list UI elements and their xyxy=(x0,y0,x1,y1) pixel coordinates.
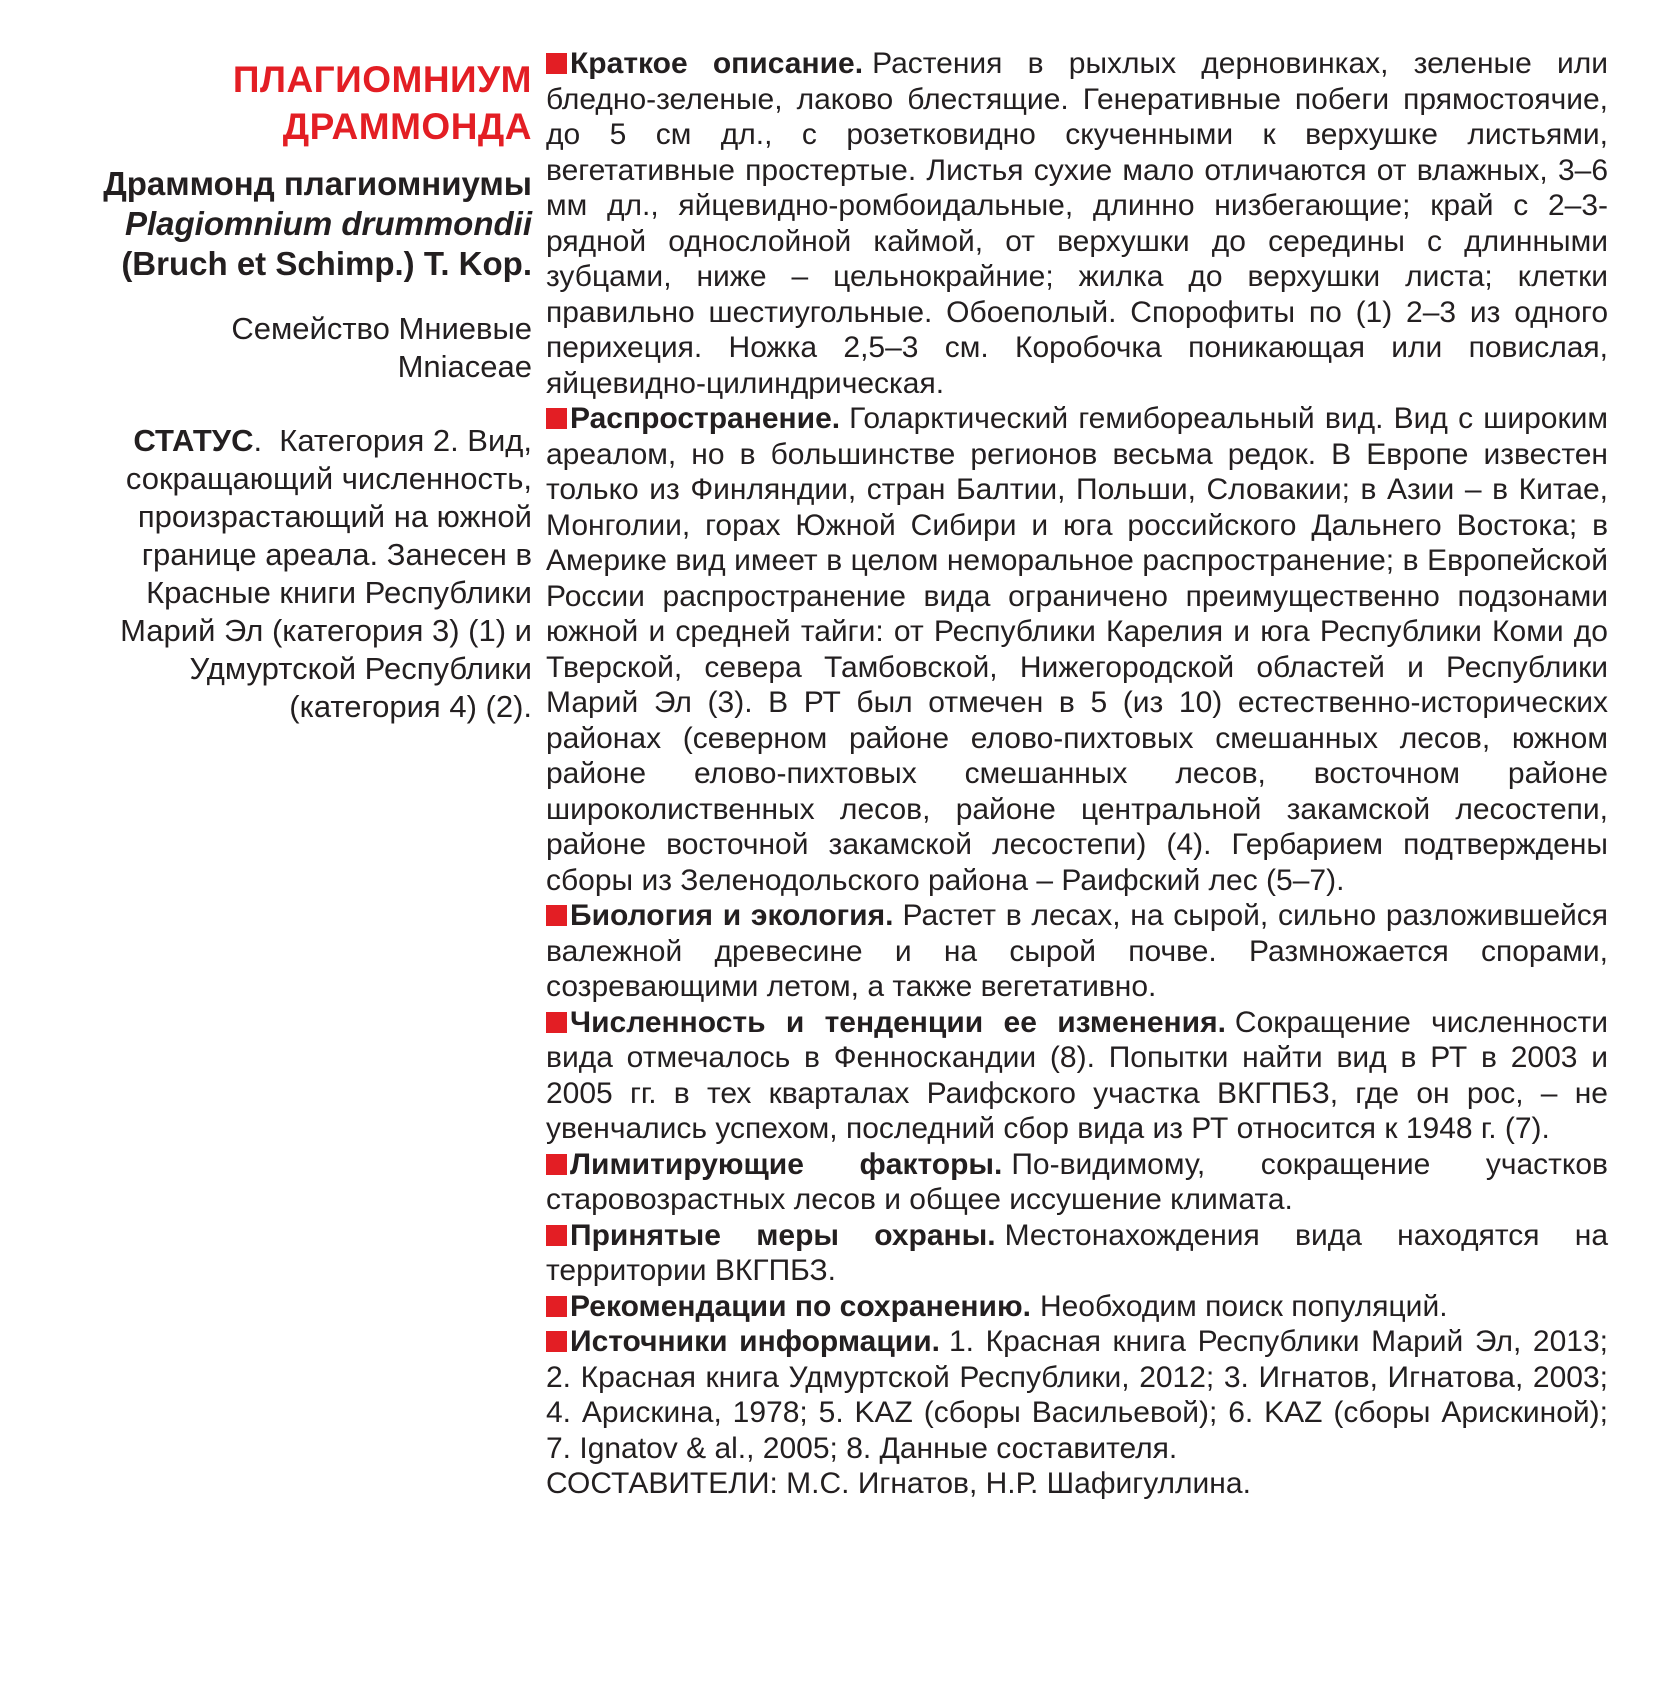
section-population-trends xyxy=(546,1005,1608,1147)
section-information-sources xyxy=(546,1324,1608,1466)
section-biology-ecology xyxy=(546,898,1608,1005)
red-square-bullet-icon xyxy=(546,408,567,429)
section-limiting-factors xyxy=(546,1147,1608,1218)
species-title-line1: ПЛАГИОМНИУМ xyxy=(232,59,532,100)
family-name-ru: Семейство Мниевые xyxy=(231,311,532,346)
red-square-bullet-icon xyxy=(546,1331,567,1352)
section-body: Голарктический гемибореальный вид. Вид с широким ареалом, но в большинстве регионов весьма редок. В Европе известен только из Финляндии, стран Балтии, Польши, Словакии; в Азии – в Китае, Монголии, горах Южной Сибири и юга российского Дальнего Востока; в Америке вид имеет в целом неморальное распространение; в Европейской России распространение вида ограничено преимущественно подзонами южной и средней тайги: от Республики Карелия и юга Республики Коми до Тверской, севера Тамбовской, Нижегородской областей и Республики Марий Эл (3). В РТ был отмечен в 5 (из 10) естественно-исторических районах (северном районе елово-пихтовых смешанных лесов, южном районе елово-пихтовых смешанных лесов, восточном районе широколиственных лесов, районе центральной закамской лесостепи, районе восточной закамской лесостепи) (4). Гербарием подтверждены сборы из Зеленодольского района – Раифский лес (5–7). xyxy=(546,402,1608,897)
species-authority: (Bruch et Schimp.) T. Kop. xyxy=(121,245,532,282)
section-body: 1. Красная книга Республики Марий Эл, 2013; 2. Красная книга Удмуртской Республики, 2012; 3. Игнатов, Игнатова, 2003; 4. Арискина, 1978; 5. KAZ (сборы Васильевой); 6. KAZ (сборы Арискиной); 7. Ignatov & al., 2005; 8. Данные составителя. xyxy=(546,1325,1608,1465)
red-square-bullet-icon xyxy=(546,1154,567,1175)
section-heading: Биология и экология. xyxy=(570,899,894,932)
status-text: . Категория 2. Вид, сокращающий численность, произрастающий на южной границе ареала. Занесен в Красные книги Республики Марий Эл (категория 3) (1) и Удмуртской Республики (категория 4) (2). xyxy=(120,423,532,724)
section-brief-description xyxy=(546,46,1608,401)
section-body: Сокращение численности вида отмечалось в Фенноскандии (8). Попытки найти вид в РТ в 2003 и 2005 гг. в тех кварталах Раифского участка ВКГПБЗ, где он рос, – не увенчались успехом, последний сбор вида из РТ относится к 1948 г. (7). xyxy=(546,1005,1608,1145)
section-body: Необходим поиск популяций. xyxy=(1039,1289,1448,1323)
section-heading: Принятые меры охраны. xyxy=(570,1218,996,1252)
section-heading: Рекомендации по сохранению. xyxy=(570,1289,1031,1323)
species-name-block xyxy=(78,164,532,284)
family-block xyxy=(78,310,532,386)
status-label: СТАТУС xyxy=(133,423,254,458)
section-body: Растения в рыхлых дерновинках, зеленые или бледно-зеленые, лаково блестящие. Генеративные побеги прямостоячие, до 5 см дл., с розетковидно скученными к верхушке листьями, вегетативные простертые. Листья сухие мало отличаются от влажных, 3–6 мм дл., яйцевидно-ромбоидальные, длинно низбегающие; край с 2–3-рядной однослойной каймой, от верхушки до середины с длинными зубцами, ниже – цельнокрайние; жилка до верхушки листа; клетки правильно шестиугольные. Обоеполый. Спорофиты по (1) 2–3 из одного перихеция. Ножка 2,5–3 см. Коробочка поникающая или повислая, яйцевидно-цилиндрическая. xyxy=(546,47,1609,400)
left-column xyxy=(78,56,532,726)
section-heading: Источники информации. xyxy=(570,1325,940,1358)
section-body: По-видимому, сокращение участков старовозрастных лесов и общее иссушение климата. xyxy=(546,1147,1608,1216)
section-protection-measures xyxy=(546,1218,1608,1289)
red-square-bullet-icon xyxy=(546,1225,567,1246)
section-heading: Численность и тенденции ее изменения. xyxy=(570,1005,1226,1039)
compilers-line: СОСТАВИТЕЛИ: М.С. Игнатов, Н.Р. Шафигуллина. xyxy=(546,1467,1251,1500)
status-paragraph xyxy=(78,422,532,726)
species-latin-name: Plagiomnium drummondii xyxy=(124,205,532,242)
section-conservation-recommendations xyxy=(546,1289,1608,1325)
species-title-ru xyxy=(78,56,532,150)
section-body: Растет в лесах, на сырой, сильно разложившейся валежной древесине и на сырой почве. Размножается спорами, созревающими летом, а также вегетативно. xyxy=(546,899,1609,1003)
section-distribution xyxy=(546,401,1608,898)
section-body: Местонахождения вида находятся на территории ВКГПБЗ. xyxy=(546,1218,1608,1287)
family-name-latin: Mniaceae xyxy=(397,349,532,384)
red-square-bullet-icon xyxy=(546,1012,567,1033)
red-square-bullet-icon xyxy=(546,1296,567,1317)
section-heading: Лимитирующие факторы. xyxy=(570,1147,1003,1181)
red-square-bullet-icon xyxy=(546,53,567,74)
section-heading: Распространение. xyxy=(570,402,841,435)
species-title-line2: ДРАММОНДА xyxy=(282,106,532,147)
section-heading: Краткое описание. xyxy=(570,47,864,80)
red-square-bullet-icon xyxy=(546,905,567,926)
species-common-name: Драммонд плагиомниумы xyxy=(103,165,532,202)
main-text-column xyxy=(546,46,1608,1502)
